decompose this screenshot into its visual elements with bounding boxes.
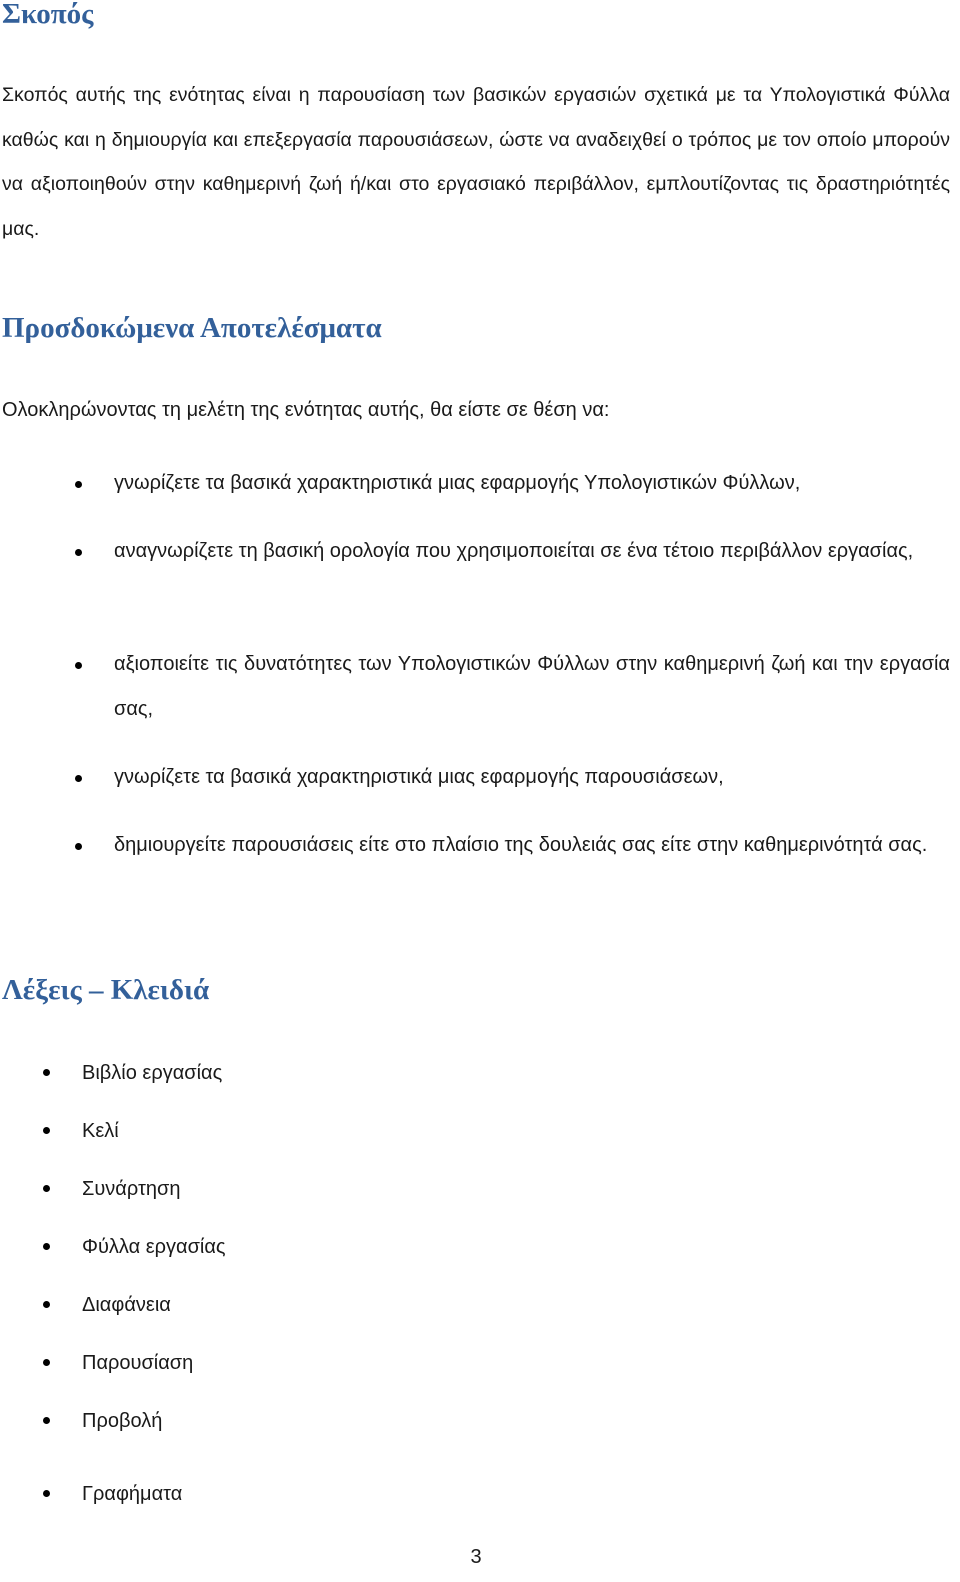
keyword-item: Συνάρτηση xyxy=(82,1178,181,1200)
objective-item: δημιουργείτε παρουσιάσεις είτε στο πλαίσιο της δουλειάς σας είτε στην καθημερινότητά σας. xyxy=(114,834,928,856)
keyword-item: Προβολή xyxy=(82,1410,163,1432)
bullet-icon xyxy=(75,775,82,782)
bullet-icon xyxy=(43,1301,50,1308)
keyword-item: Παρουσίαση xyxy=(82,1352,194,1374)
bullet-icon xyxy=(75,481,82,488)
section-title-keywords: Λέξεις – Κλειδιά xyxy=(2,974,210,1006)
bullet-icon xyxy=(75,662,82,669)
section-title-expected-results: Προσδοκώμενα Αποτελέσματα xyxy=(2,312,382,344)
bullet-icon xyxy=(43,1185,50,1192)
objective-item: γνωρίζετε τα βασικά χαρακτηριστικά μιας εφαρμογής Υπολογιστικών Φύλλων, xyxy=(114,472,801,494)
goal-paragraph-line: Υπολογιστικά Φύλλα καθώς και η δημιουργία και επεξεργασία παρουσιάσεων, ώστε να xyxy=(2,84,950,151)
objective-item: γνωρίζετε τα βασικά χαρακτηριστικά μιας εφαρμογής παρουσιάσεων, xyxy=(114,766,724,788)
goal-paragraph-line: εργασιακό περιβάλλον, εμπλουτίζοντας τις δραστηριότητές μας. xyxy=(2,173,951,240)
keyword-item: Διαφάνεια xyxy=(82,1294,171,1316)
keyword-item: Κελί xyxy=(82,1120,119,1142)
goal-paragraph-line: αναδειχθεί ο τρόπος με τον οποίο μπορούν να αξιοποιηθούν στην καθημερινή ζωή ή/και στο xyxy=(2,128,950,195)
keyword-item: Φύλλα εργασίας xyxy=(82,1236,226,1258)
bullet-icon xyxy=(43,1243,50,1250)
bullet-icon xyxy=(75,549,82,556)
goal-paragraph xyxy=(2,73,950,251)
bullet-icon xyxy=(43,1359,50,1366)
bullet-icon xyxy=(43,1417,50,1424)
bullet-icon xyxy=(43,1069,50,1076)
objective-item: αναγνωρίζετε τη βασική ορολογία που χρησιμοποιείται σε ένα τέτοιο περιβάλλον εργασίας, xyxy=(114,540,914,562)
page-number: 3 xyxy=(470,1546,482,1568)
goal-paragraph-line: Σκοπός αυτής της ενότητας είναι η παρουσίαση των βασικών εργασιών σχετικά με τα xyxy=(2,84,770,106)
keyword-item: Γραφήματα xyxy=(82,1483,183,1505)
results-intro: Ολοκληρώνοντας τη μελέτη της ενότητας αυτής, θα είστε σε θέση να: xyxy=(2,399,610,421)
objective-item: αξιοποιείτε τις δυνατότητες των Υπολογιστικών Φύλλων στην καθημερινή ζωή και την εργασία σας, xyxy=(114,653,950,720)
bullet-icon xyxy=(43,1127,50,1134)
section-title-goal: Σκοπός xyxy=(2,0,94,30)
bullet-icon xyxy=(43,1490,50,1497)
keyword-item: Βιβλίο εργασίας xyxy=(82,1062,223,1084)
bullet-icon xyxy=(75,843,82,850)
